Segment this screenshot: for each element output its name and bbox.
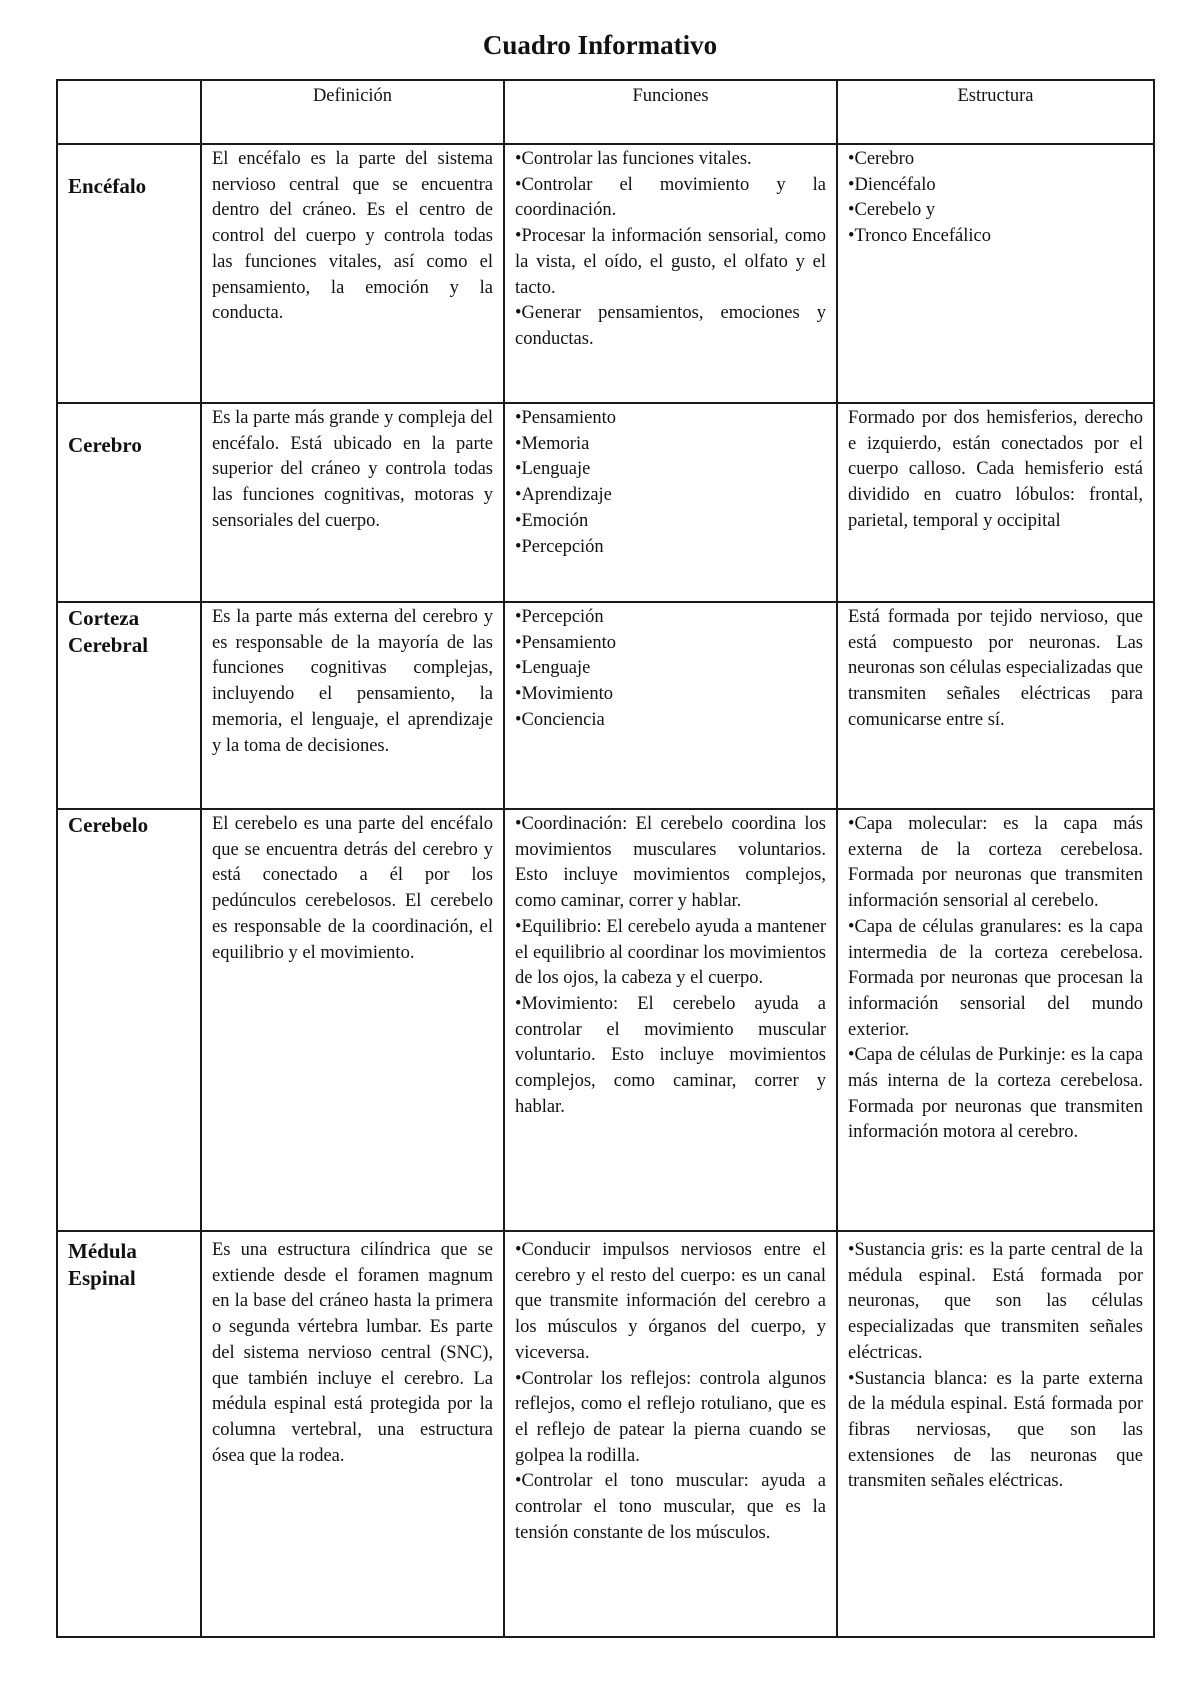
functions-cell [504,1231,837,1637]
list-item: • Controlar las funciones vitales. [515,147,826,173]
list-item: • Pensamiento [515,406,826,432]
table-row [57,602,1154,809]
list-item: • Capa de células de Purkinje: es la capa más interna de la corteza cerebelosa. Formada por neuronas que transmiten información motora al cerebro. [848,1043,1143,1146]
row-heading: Corteza Cerebral [57,602,201,809]
list-item: • Movimiento [515,682,826,708]
row-heading: Cerebro [57,403,201,602]
list-item: • Capa molecular: es la capa más externa de la corteza cerebelosa. Formada por neuronas que transmiten información sensorial al cerebelo. [848,812,1143,915]
header-estructura: Estructura [837,80,1154,144]
functions-cell [504,144,837,403]
list-item: • Lenguaje [515,457,826,483]
list-item: • Aprendizaje [515,483,826,509]
list-item: • Capa de células granulares: es la capa intermedia de la corteza cerebelosa. Formada por neuronas que procesan la información sensorial del mundo exterior. [848,915,1143,1044]
list-item: • Movimiento: El cerebelo ayuda a controlar el movimiento muscular voluntario. Esto incluye movimientos complejos, como caminar, correr y hablar. [515,992,826,1121]
list-item: • Sustancia blanca: es la parte externa de la médula espinal. Está formada por fibras nerviosas, que son las extensiones de las neuronas que transmiten señales eléctricas. [848,1367,1143,1496]
list-item: • Sustancia gris: es la parte central de la médula espinal. Está formada por neuronas, que son las células especializadas que transmiten señales eléctricas. [848,1238,1143,1367]
definition-text: Es la parte más grande y compleja del encéfalo. Está ubicado en la parte superior del cráneo y controla todas las funciones cognitivas, motoras y sensoriales del cuerpo. [212,408,493,531]
list-item: • Diencéfalo [848,173,1143,199]
table-row [57,403,1154,602]
table-row [57,809,1154,1231]
structure-text: Formado por dos hemisferios, derecho e izquierdo, están conectados por el cuerpo calloso. Cada hemisferio está dividido en cuatro lóbulos: frontal, parietal, temporal y occipital [848,408,1143,531]
list-item: • Cerebro [848,147,1143,173]
definition-cell [201,602,504,809]
definition-text: El encéfalo es la parte del sistema nervioso central que se encuentra dentro del cráneo. Es el centro de control del cuerpo y controla todas las funciones vitales, así como el pensamiento, la emoción y la conducta. [212,149,493,324]
functions-cell [504,809,837,1231]
list-item: • Pensamiento [515,631,826,657]
structure-cell [837,809,1154,1231]
info-table [56,79,1155,1638]
list-item: • Percepción [515,605,826,631]
structure-cell [837,1231,1154,1637]
list-item: • Emoción [515,509,826,535]
definition-cell [201,809,504,1231]
definition-cell [201,144,504,403]
header-empty [57,80,201,144]
list-item: • Conducir impulsos nerviosos entre el cerebro y el resto del cuerpo: es un canal que transmite información del cerebro a los músculos y órganos del cuerpo, y viceversa. [515,1238,826,1367]
list-item: • Memoria [515,432,826,458]
list-item: • Controlar el movimiento y la coordinación. [515,173,826,224]
functions-cell [504,602,837,809]
structure-cell [837,403,1154,602]
header-row [57,80,1154,144]
table-row [57,144,1154,403]
row-heading: Encéfalo [57,144,201,403]
list-item: • Lenguaje [515,656,826,682]
list-item: • Coordinación: El cerebelo coordina los movimientos musculares voluntarios. Esto incluye movimientos complejos, como caminar, correr y hablar. [515,812,826,915]
row-heading: Médula Espinal [57,1231,201,1637]
list-item: • Generar pensamientos, emociones y conductas. [515,301,826,352]
list-item: • Equilibrio: El cerebelo ayuda a mantener el equilibrio al coordinar los movimientos de los ojos, la cabeza y el cuerpo. [515,915,826,992]
page-title: Cuadro Informativo [482,30,718,60]
header-definicion: Definición [201,80,504,144]
definition-cell [201,403,504,602]
list-item: • Procesar la información sensorial, como la vista, el oído, el gusto, el olfato y el tacto. [515,224,826,301]
header-funciones: Funciones [504,80,837,144]
functions-cell [504,403,837,602]
list-item: • Tronco Encefálico [848,224,1143,250]
list-item: • Percepción [515,535,826,561]
list-item: • Controlar el tono muscular: ayuda a controlar el tono muscular, que es la tensión constante de los músculos. [515,1469,826,1546]
definition-text: Es la parte más externa del cerebro y es responsable de la mayoría de las funciones cognitivas complejas, incluyendo el pensamiento, la memoria, el lenguaje, el aprendizaje y la toma de decisiones. [212,607,493,756]
list-item: • Cerebelo y [848,198,1143,224]
list-item: • Conciencia [515,708,826,734]
structure-text: Está formada por tejido nervioso, que está compuesto por neuronas. Las neuronas son células especializadas que transmiten señales eléctricas para comunicarse entre sí. [848,607,1143,730]
definition-text: Es una estructura cilíndrica que se extiende desde el foramen magnum en la base del cráneo hasta la primera o segunda vértebra lumbar. Es parte del sistema nervioso central (SNC), que también incluye el cerebro. La médula espinal está protegida por la columna vertebral, una estructura ósea que la rodea. [212,1240,493,1466]
definition-cell [201,1231,504,1637]
table-row [57,1231,1154,1637]
row-heading: Cerebelo [57,809,201,1231]
structure-cell [837,602,1154,809]
list-item: • Controlar los reflejos: controla algunos reflejos, como el reflejo rotuliano, que es el reflejo de patear la pierna cuando se golpea la rodilla. [515,1367,826,1470]
definition-text: El cerebelo es una parte del encéfalo que se encuentra detrás del cerebro y está conectado a él por los pedúnculos cerebelosos. El cerebelo es responsable de la coordinación, el equilibrio y el movimiento. [212,814,493,963]
structure-cell [837,144,1154,403]
